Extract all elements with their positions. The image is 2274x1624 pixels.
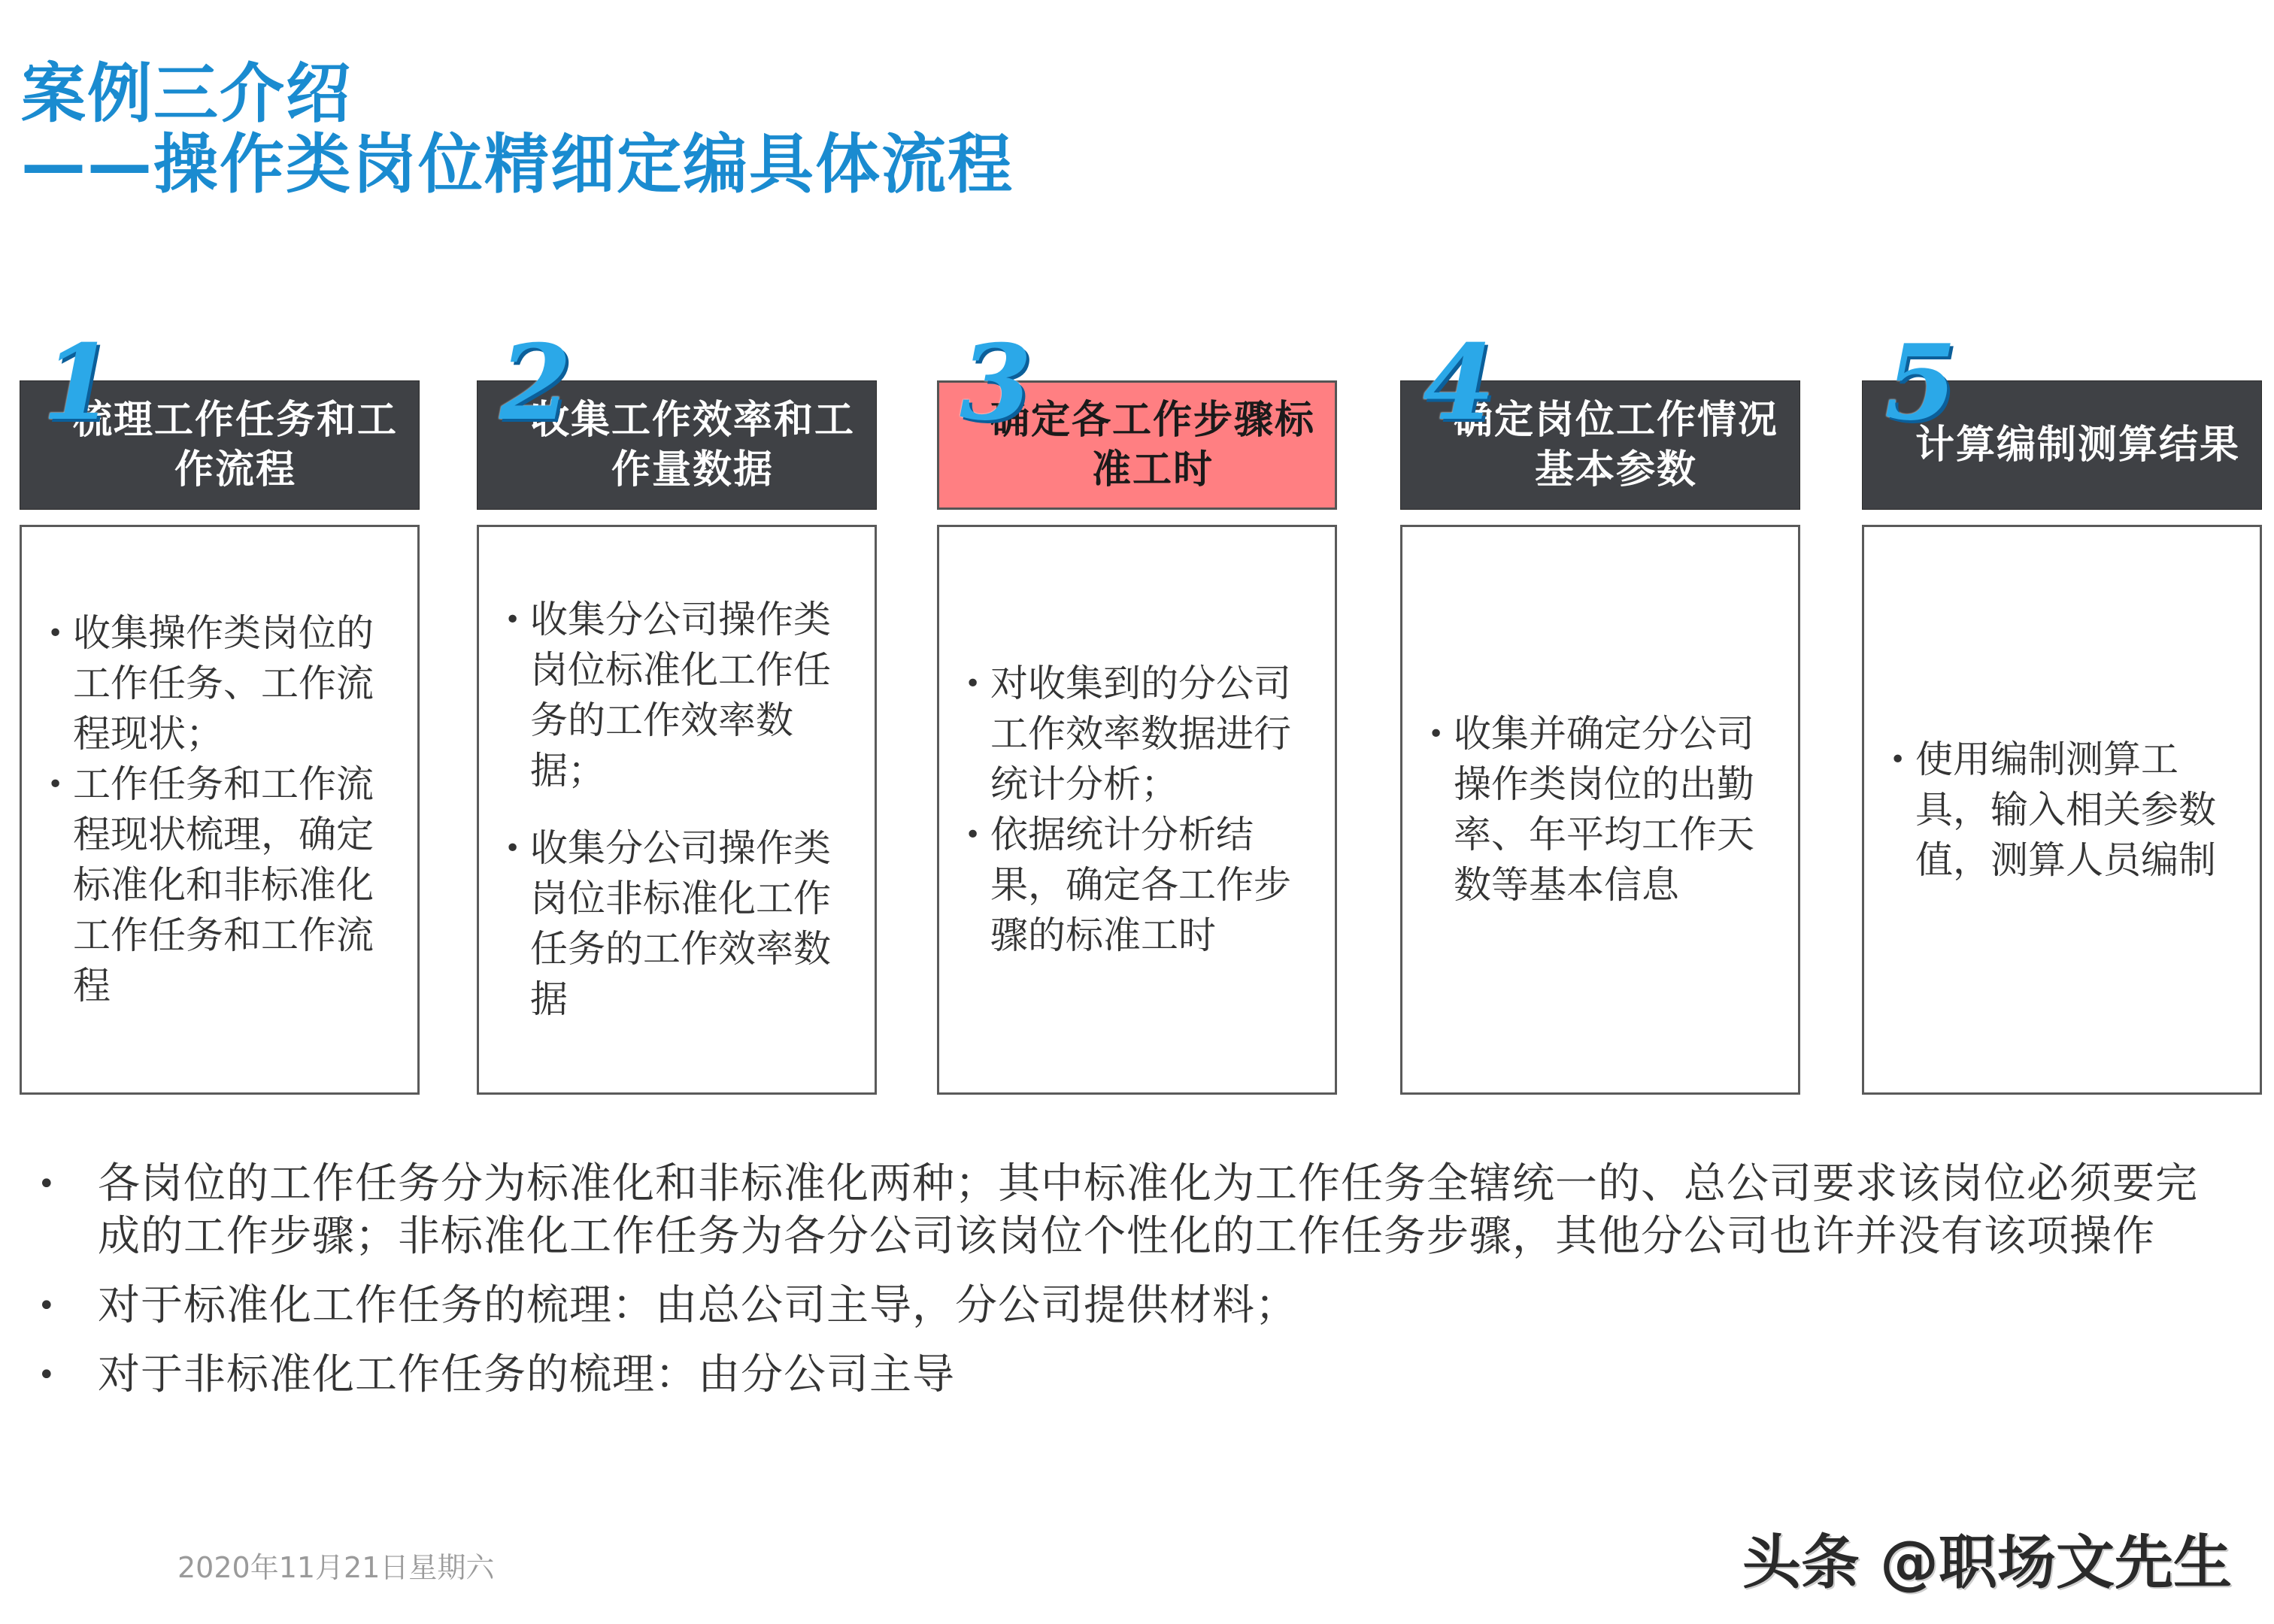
step-body-1 [20,525,420,1095]
page-subtitle: ——操作类岗位精细定编具体流程 [21,127,1014,202]
list-item: • 依据统计分析结果，确定各工作步骤的标准工时 [965,813,1291,957]
step-number-2: 2 [499,321,572,444]
step-body-5 [1862,525,2262,1095]
step-header-4: 确定岗位工作情况基本参数 [1400,380,1800,510]
note-item: • 各岗位的工作任务分为标准化和非标准化两种；其中标准化为工作任务全辖统一的、总公司要求该岗位必须要完成的工作步骤；非标准化工作任务为各分公司该岗位个性化的工作任务步骤，其他分公司也许并没有该项操作 [38,1159,2198,1261]
step-1 [20,321,420,1098]
list-item: • 收集分公司操作类岗位非标准化工作任务的工作效率数据 [505,826,831,1021]
list-item: • 使用编制测算工具，输入相关参数值，测算人员编制 [1890,737,2216,882]
step-header-5: 计算编制测算结果 [1862,380,2262,510]
step-number-3: 3 [960,321,1032,444]
step-header-3: 确定各工作步骤标准工时 [937,380,1337,510]
step-body-3 [937,525,1337,1095]
note-item: • 对于标准化工作任务的梳理：由总公司主导，分公司提供材料； [38,1281,1298,1330]
notes-list [38,1158,2203,1418]
step-2 [477,321,877,1098]
step-body-2 [477,525,877,1095]
list-item: • 收集并确定分公司操作类岗位的出勤率、年平均工作天数等基本信息 [1428,712,1754,907]
page-title: 案例三介绍 [21,56,352,132]
note-item: • 对于非标准化工作任务的梳理：由分公司主导 [38,1350,955,1399]
list-item: • 对收集到的分公司工作效率数据进行统计分析； [965,662,1291,806]
step-4 [1400,321,1800,1098]
list-item: • 收集操作类岗位的工作任务、工作流程现状； [47,611,374,756]
step-header-1: 梳理工作任务和工作流程 [20,380,420,510]
step-3 [937,321,1337,1098]
step-5 [1862,321,2262,1098]
step-number-1: 1 [42,321,115,444]
step-number-4: 4 [1423,321,1496,444]
watermark: 头条 @职场文先生 [1742,1529,2232,1597]
list-item: • 收集分公司操作类岗位标准化工作任务的工作效率数据； [505,598,831,792]
list-item: • 工作任务和工作流程现状梳理，确定标准化和非标准化工作任务和工作流程 [47,762,374,1007]
step-body-4 [1400,525,1800,1095]
footer-date: 2020年11月21日星期六 [177,1551,495,1584]
step-number-5: 5 [1884,321,1957,444]
step-header-2: 收集工作效率和工作量数据 [477,380,877,510]
